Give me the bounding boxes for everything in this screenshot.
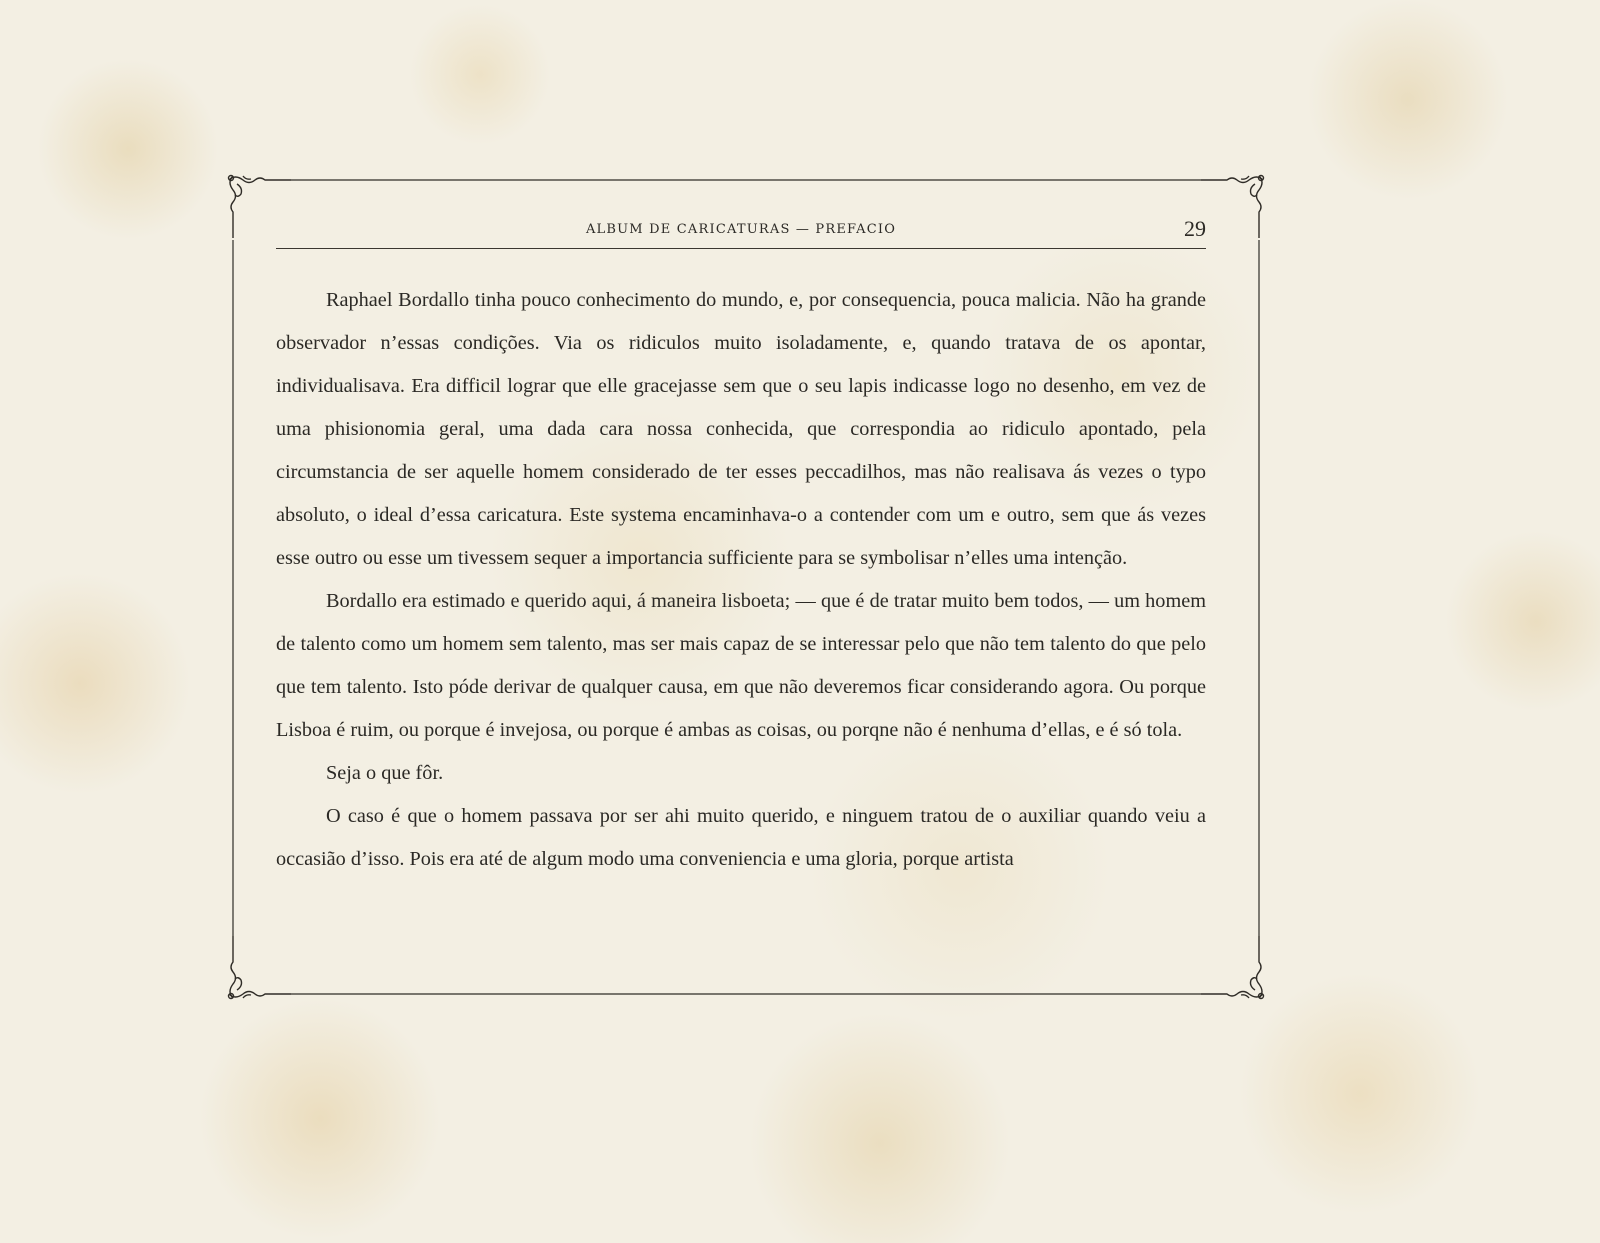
body-text	[276, 279, 1206, 881]
page-frame	[231, 178, 1261, 996]
corner-ornament-bottom-right	[1199, 934, 1269, 1004]
paragraph: Bordallo era estimado e querido aqui, á maneira lisboeta; — que é de tratar muito bem todos, — um homem de talento como um homem sem talento, mas ser mais capaz de se interessar pelo que não tem talento do que pelo que tem talento. Isto póde derivar de qualquer causa, em que não deveremos ficar considerando agora. Ou porque Lisboa é ruim, ou porque é invejosa, ou porque é ambas as coisas, ou porqne não é nenhuma d’ellas, e é só tola.	[276, 590, 1206, 741]
corner-ornament-top-right	[1199, 170, 1269, 240]
page-header	[276, 218, 1206, 249]
running-head: ALBUM DE CARICATURAS — PREFACIO	[585, 222, 897, 237]
paragraph: O caso é que o homem passava por ser ahi muito querido, e ninguem tratou de o auxiliar quando veiu a occasião d’isso. Pois era até de algum modo uma conveniencia e uma gloria, porque artista	[276, 805, 1206, 870]
page-number: 29	[1184, 216, 1206, 241]
paragraph: Seja o que fôr.	[326, 762, 444, 784]
paragraph: Raphael Bordallo tinha pouco conhecimento do mundo, e, por consequencia, pouca malicia. Não ha grande observador n’essas condições. Via os ridiculos muito isoladamente, e, quando tratava de os apontar, individualisava. Era difficil lograr que elle gracejasse sem que o seu lapis indicasse logo no desenho, em vez de uma phisionomia geral, uma dada cara nossa conhecida, que correspondia ao ridiculo apontado, pela circumstancia de ser aquelle homem considerado de ter esses peccadilhos, mas não realisava ás vezes o typo absoluto, o ideal d’essa caricatura. Este systema encaminhava-o a contender com um e outro, sem que ás vezes esse outro ou esse um tivessem sequer a importancia sufficiente para se symbolisar n’elles uma intenção.	[276, 289, 1206, 569]
corner-ornament-bottom-left	[223, 934, 293, 1004]
